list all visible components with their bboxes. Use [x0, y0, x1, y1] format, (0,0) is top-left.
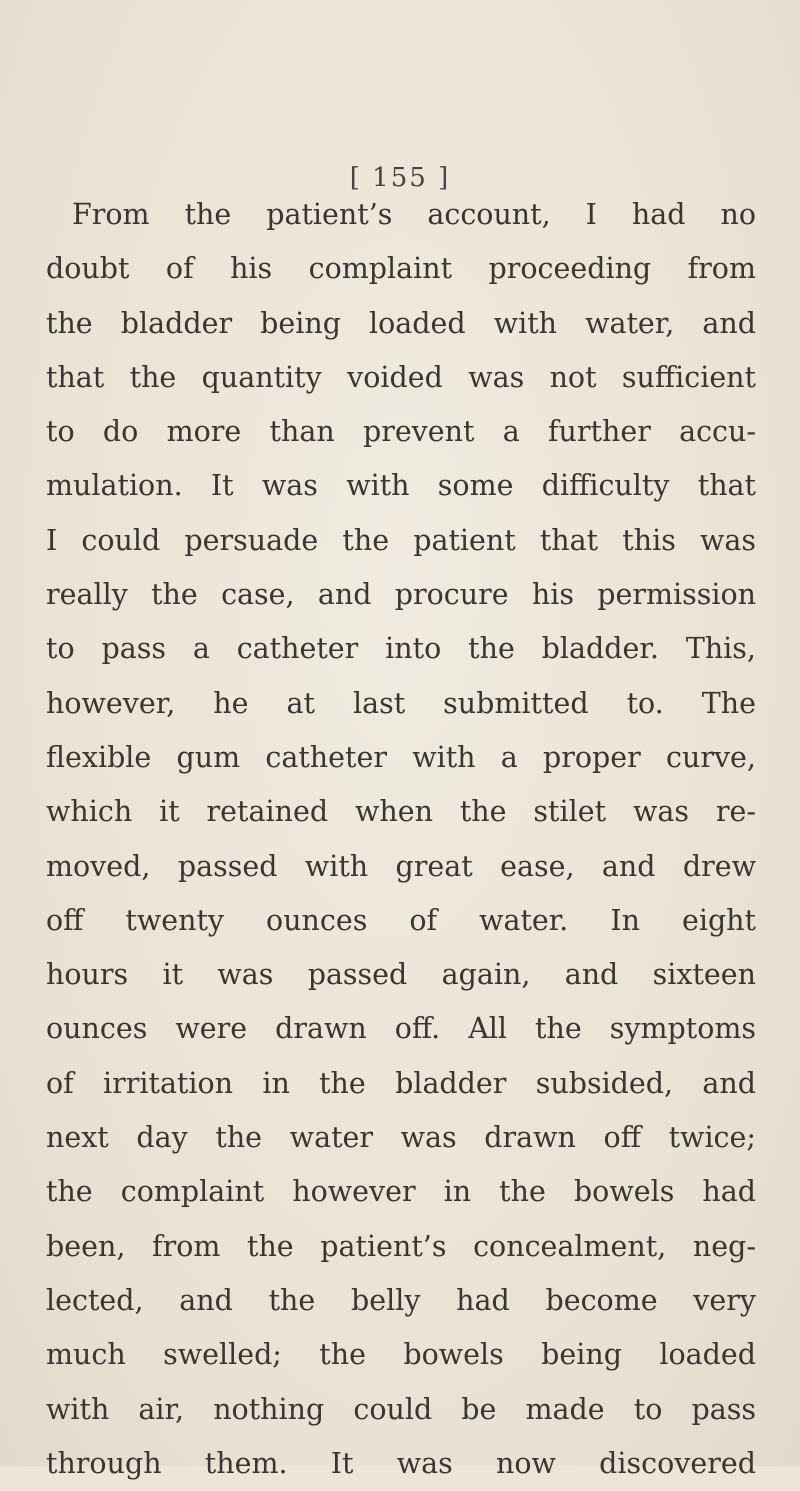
text-line: next day the water was drawn off twice; [46, 1121, 756, 1155]
text-line: really the case, and procure his permission [46, 578, 756, 612]
text-line: doubt of his complaint proceeding from [46, 252, 756, 286]
text-line: hours it was passed again, and sixteen [46, 958, 756, 992]
text-line: however, he at last submitted to. The [46, 686, 756, 720]
text-line: flexible gum catheter with a proper curve, [46, 740, 756, 774]
page-number: [ 155 ] [349, 163, 451, 193]
text-line: ounces were drawn off. All the symptoms [46, 1012, 756, 1046]
text-line: that the quantity voided was not sufficient [46, 360, 756, 394]
text-line: moved, passed with great ease, and drew [46, 849, 756, 883]
text-line: mulation. It was with some difficulty that [46, 469, 756, 503]
text-line: the complaint however in the bowels had [46, 1175, 756, 1209]
text-line: I could persuade the patient that this was [46, 523, 756, 557]
text-line: the bladder being loaded with water, and [46, 306, 756, 340]
text-line: of irritation in the bladder subsided, and [46, 1066, 756, 1100]
text-line: through them. It was now discovered [46, 1446, 756, 1480]
text-line: lected, and the belly had become very [46, 1283, 756, 1317]
text-line: to pass a catheter into the bladder. This, [46, 632, 756, 666]
text-line: been, from the patient’s concealment, neg- [46, 1229, 756, 1263]
text-line: much swelled; the bowels being loaded [46, 1338, 756, 1372]
text-line: off twenty ounces of water. In eight [46, 903, 756, 937]
body-text [46, 188, 756, 1491]
text-line: which it retained when the stilet was re- [46, 795, 756, 829]
text-line: From the patient’s account, I had no [72, 198, 756, 231]
text-line: with air, nothing could be made to pass [46, 1392, 756, 1426]
text-line: to do more than prevent a further accu- [46, 415, 756, 449]
